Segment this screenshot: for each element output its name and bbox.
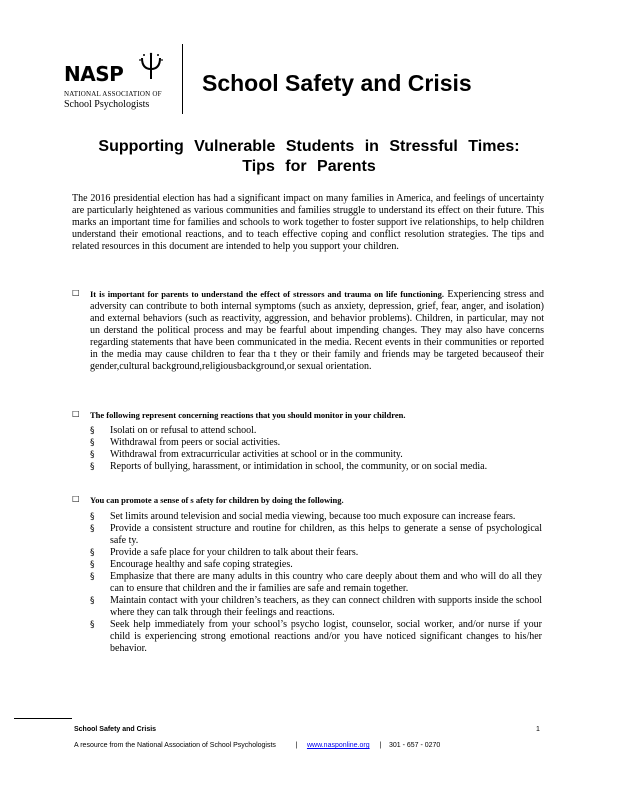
bullet-paragraph <box>90 288 544 373</box>
page-header <box>60 44 580 116</box>
footer-separator: | <box>379 742 382 749</box>
list-item-text: Reports of bullying, harassment, or intimidation in school, the community, or on social media. <box>110 461 488 472</box>
list-item <box>90 511 542 523</box>
logo-name: NASP <box>64 62 124 86</box>
list-bullet-icon: § <box>90 596 95 606</box>
list-item-text: Isolati on or refusal to attend school. <box>110 425 257 436</box>
nasp-logo <box>60 50 172 112</box>
list-bullet-icon: § <box>90 548 95 558</box>
bullet-lead-text: The following represent concerning reactions that you should monitor in your children. <box>90 410 406 420</box>
list-item-text: Emphasize that there are many adults in this country who care deeply about them and who will do all they can to ensure that children and the ir families are safe and remain together. <box>110 571 542 594</box>
list-item-text: Withdrawal from extracurricular activities at school or in the community. <box>110 449 403 460</box>
list-item-text: Seek help immediately from your school’s psycho logist, counselor, social worker, and/or nurse if your child is experiencing strong emotional reactions and/or you have noticed significant changes to his/her behavior. <box>110 619 542 654</box>
list-bullet-icon: § <box>90 524 95 534</box>
list-item <box>90 595 542 619</box>
list-bullet-icon: § <box>90 438 95 448</box>
bullet-marker: □ <box>72 288 80 297</box>
bullet-paragraph <box>90 494 544 507</box>
list-item <box>90 449 542 461</box>
list-bullet-icon: § <box>90 426 95 436</box>
header-title: School Safety and Crisis <box>202 70 472 96</box>
safety-tips-list <box>90 511 542 655</box>
list-item <box>90 547 542 559</box>
list-item <box>90 425 542 437</box>
list-item-text: Maintain contact with your children’s teachers, as they can connect children with supports inside the school where they can talk through their feelings and reactions. <box>110 595 542 618</box>
bullet-marker: □ <box>72 494 80 503</box>
footer-resource-text: A resource from the National Association of School Psychologists <box>74 742 276 749</box>
list-item-text: Provide a consistent structure and routine for children, as this helps to generate a sense of psychological safe ty. <box>110 523 542 546</box>
document-title-line2: Tips for Parents <box>242 158 376 175</box>
list-item <box>90 619 542 655</box>
footer-separator: | <box>295 742 298 749</box>
psi-symbol-icon <box>138 52 164 82</box>
list-item-text: Provide a safe place for your children to talk about their fears. <box>110 547 359 558</box>
footer-resource-line <box>74 742 440 749</box>
logo-subtitle-line1: NATIONAL ASSOCIATION OF <box>64 90 162 98</box>
bullet-lead-text: You can promote a sense of s afety for children by doing the following. <box>90 495 344 505</box>
list-bullet-icon: § <box>90 560 95 570</box>
bullet-paragraph <box>90 409 544 422</box>
bullet-body-text: Experiencing stress and adversity can contribute to both internal symptoms (such as anxiety, depression, grief, fear, anger, and isolation) and external behaviors (such as reactivity, aggression, and behavior problems). Children, in particular, may not un derstand the political process and may be fearful about impending changes. They may also have concerns regarding statements that have been communicated in the media. Recent events in their communities or reported in the media may cause children to fear tha t they or their family and friends may be targeted becauseof their gender,cultural background,religiousbackground,or sexual orientation. <box>90 289 544 372</box>
reactions-list <box>90 425 542 473</box>
list-item <box>90 559 542 571</box>
list-item-text: Encourage healthy and safe coping strategies. <box>110 559 293 570</box>
header-divider <box>182 44 183 114</box>
logo-subtitle-line2: School Psychologists <box>64 99 150 110</box>
page-number: 1 <box>536 726 540 733</box>
list-item <box>90 461 542 473</box>
list-item-text: Withdrawal from peers or social activities. <box>110 437 281 448</box>
website-link[interactable]: www.nasponline.org <box>306 742 370 749</box>
footer-phone: 301 - 657 - 0270 <box>388 742 441 749</box>
list-bullet-icon: § <box>90 572 95 582</box>
list-bullet-icon: § <box>90 512 95 522</box>
bullet-lead-text: It is important for parents to understand the effect of stressors and trauma on life functioning. <box>90 289 444 299</box>
intro-paragraph: The 2016 presidential election has had a significant impact on many families in America, and feelings of uncertainty are particularly heightened as various communities and families struggle to understand its effect on their future. This marks an important time for families and schools to work together to foster support ive relationships, to help children understand their emotional reactions, and to teach effective coping and conflict resolution strategies. The tips and related resources in this document are intended to help you support your children. <box>72 193 544 252</box>
list-item <box>90 571 542 595</box>
list-item-text: Set limits around television and social media viewing, because too much exposure can increase fears. <box>110 511 516 522</box>
footer-rule <box>14 718 72 719</box>
footer-title: School Safety and Crisis <box>74 726 157 733</box>
list-item <box>90 523 542 547</box>
list-item <box>90 437 542 449</box>
list-bullet-icon: § <box>90 462 95 472</box>
document-title-line1: Supporting Vulnerable Students in Stressful Times: <box>98 138 520 155</box>
list-bullet-icon: § <box>90 620 95 630</box>
list-bullet-icon: § <box>90 450 95 460</box>
bullet-marker: □ <box>72 409 80 418</box>
